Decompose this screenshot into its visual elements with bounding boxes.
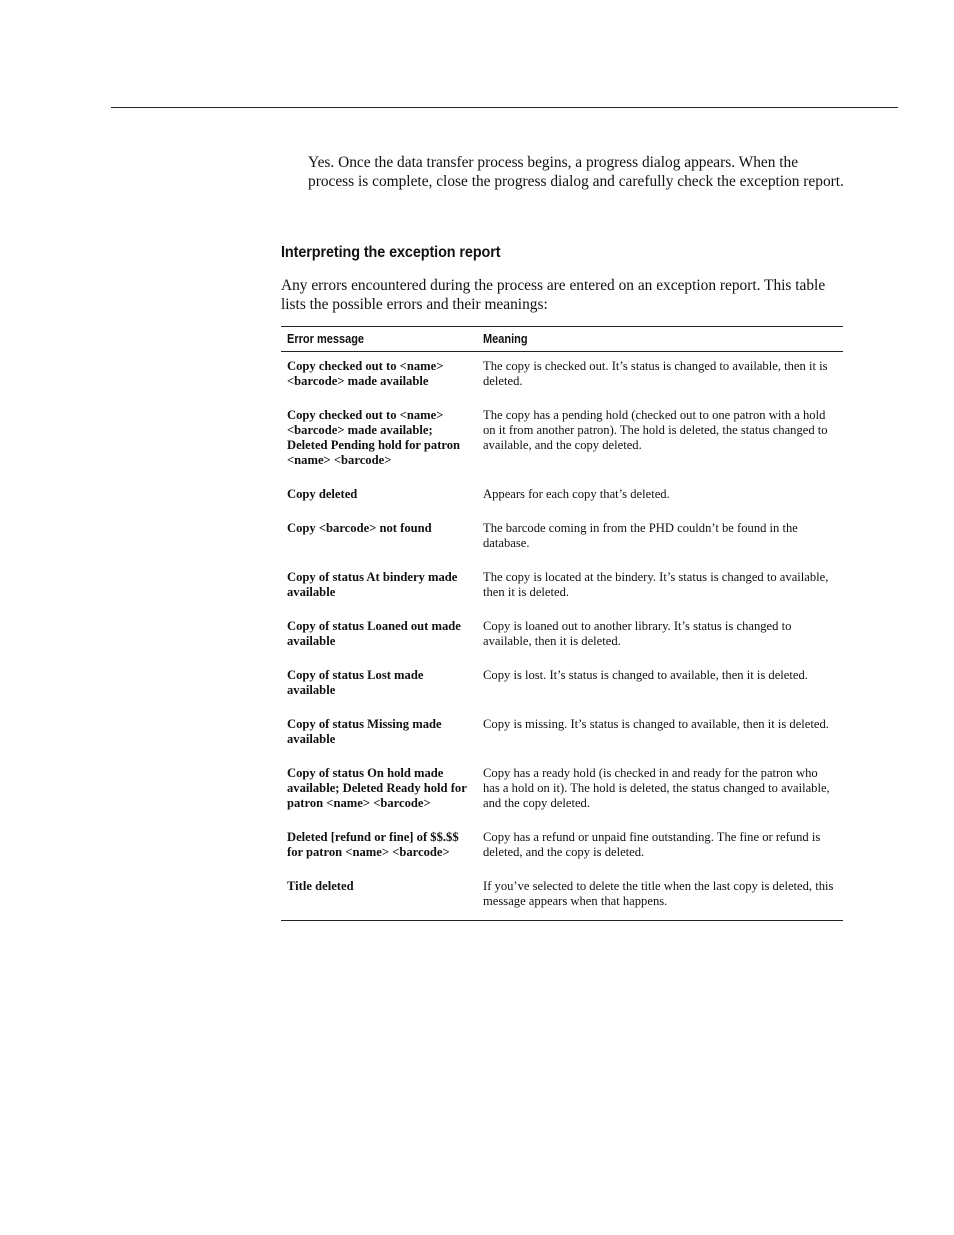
meaning-cell: Copy is loaned out to another library. It’s status is changed to available, then it is deleted.	[483, 619, 792, 648]
table-row	[281, 570, 843, 619]
intro-paragraph: Yes. Once the data transfer process begins, a progress dialog appears. When the process is complete, close the progress dialog and carefully check the exception report.	[308, 154, 844, 190]
meaning-cell: Copy is missing. It’s status is changed to available, then it is deleted.	[483, 717, 829, 731]
table-row	[281, 830, 843, 879]
table-row	[281, 717, 843, 766]
error-message-cell: Copy <barcode> not found	[287, 521, 432, 535]
table-row	[281, 352, 843, 409]
section-heading: Interpreting the exception report	[281, 244, 501, 261]
meaning-cell: Appears for each copy that’s deleted.	[483, 487, 670, 501]
error-message-cell: Copy of status Lost made available	[287, 668, 424, 697]
table-row	[281, 408, 843, 487]
header-rule	[111, 107, 898, 108]
meaning-column-header: Meaning	[483, 332, 528, 346]
error-message-cell: Copy of status Missing made available	[287, 717, 442, 746]
error-table	[281, 326, 843, 921]
error-message-cell: Copy checked out to <name> <barcode> made available; Deleted Pending hold for patron <name> <barcode>	[287, 408, 461, 467]
table-row	[281, 668, 843, 717]
meaning-cell: The copy is checked out. It’s status is changed to available, then it is deleted.	[483, 359, 828, 388]
table-row	[281, 487, 843, 521]
table-row	[281, 766, 843, 830]
table-row	[281, 619, 843, 668]
error-message-cell: Copy of status At bindery made available	[287, 570, 458, 599]
error-message-cell: Copy of status Loaned out made available	[287, 619, 461, 648]
meaning-cell: Copy has a refund or unpaid fine outstanding. The fine or refund is deleted, and the copy is deleted.	[483, 830, 821, 859]
table-row	[281, 879, 843, 921]
error-message-column-header: Error message	[287, 332, 365, 346]
error-message-cell: Copy of status On hold made available; Deleted Ready hold for patron <name> <barcode>	[287, 766, 467, 810]
table-row	[281, 521, 843, 570]
error-message-cell: Copy deleted	[287, 487, 358, 501]
error-message-cell: Title deleted	[281, 879, 477, 921]
error-message-cell: Deleted [refund or fine] of $$.$$ for patron <name> <barcode>	[287, 830, 459, 859]
meaning-cell: The copy is located at the bindery. It’s status is changed to available, then it is deleted.	[483, 570, 829, 599]
table-intro-paragraph: Any errors encountered during the process are entered on an exception report. This table lists the possible errors and their meanings:	[281, 277, 826, 313]
meaning-cell: Copy has a ready hold (is checked in and ready for the patron who has a hold on it). The hold is deleted, the status changed to available, and the copy deleted.	[483, 766, 830, 810]
meaning-cell: If you’ve selected to delete the title when the last copy is deleted, this message appears when that happens.	[477, 879, 843, 921]
table-header-row	[281, 327, 843, 352]
meaning-cell: The copy has a pending hold (checked out to one patron with a hold on it from another patron). The hold is deleted, the status changed to available, and the copy deleted.	[483, 408, 828, 452]
meaning-cell: The barcode coming in from the PHD couldn’t be found in the database.	[483, 521, 798, 550]
error-message-cell: Copy checked out to <name> <barcode> made available	[287, 359, 444, 388]
meaning-cell: Copy is lost. It’s status is changed to available, then it is deleted.	[483, 668, 808, 682]
